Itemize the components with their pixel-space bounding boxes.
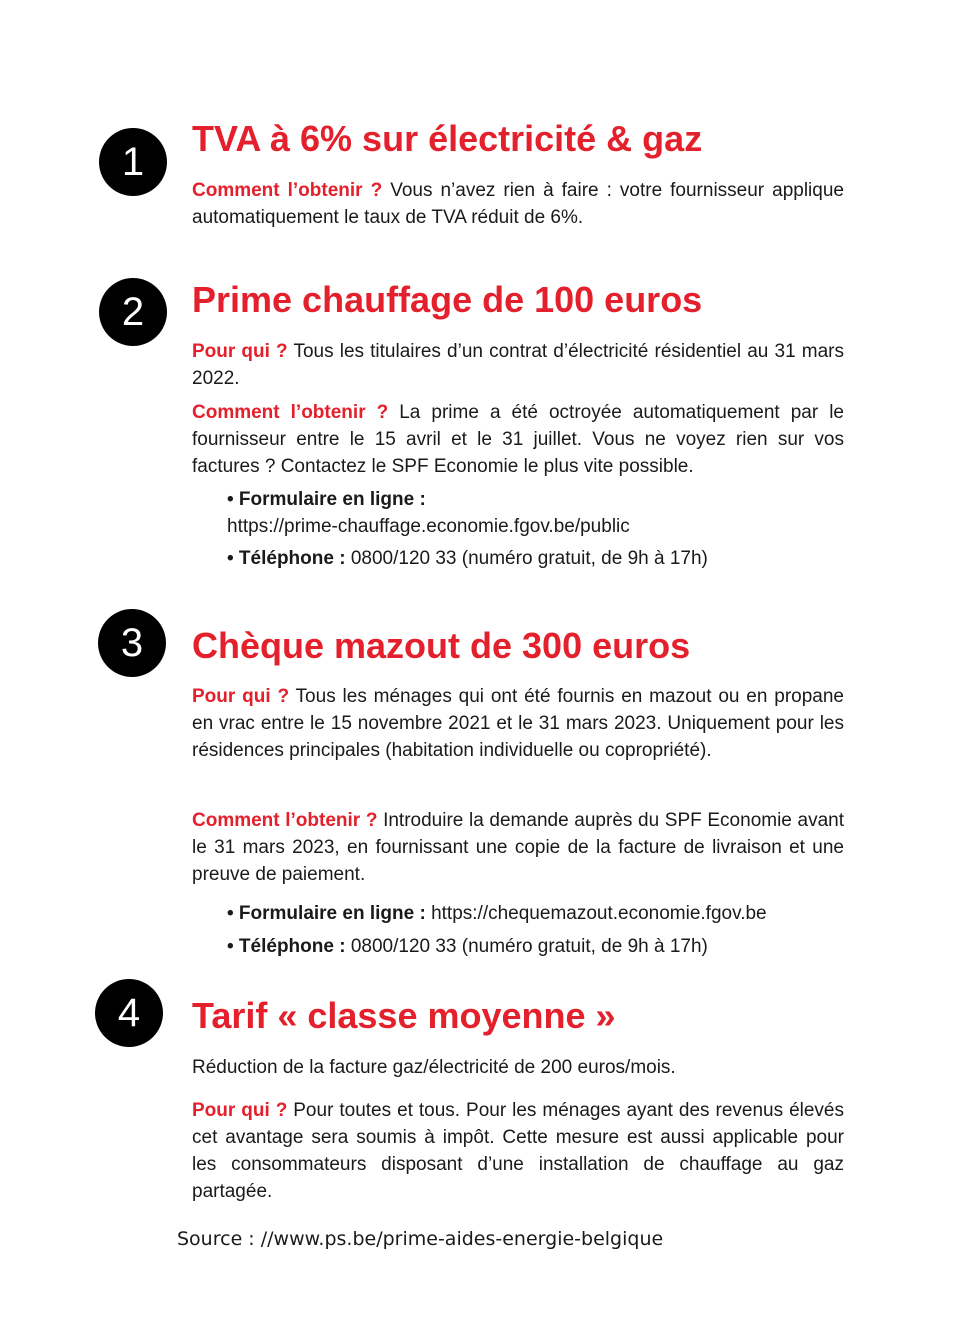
bullet-label: • Formulaire en ligne : xyxy=(227,489,426,510)
bullet-phone xyxy=(227,545,847,572)
intro-paragraph: Réduction de la facture gaz/électricité de 200 euros/mois. xyxy=(192,1057,676,1078)
section-title: Tarif « classe moyenne » xyxy=(192,995,616,1036)
online-form-link[interactable]: https://chequemazout.economie.fgov.be xyxy=(425,903,767,924)
phone-number: 0800/120 33 (numéro gratuit, de 9h à 17h) xyxy=(345,548,708,569)
bullet-phone xyxy=(227,933,847,960)
bullet-label: • Téléphone : xyxy=(227,548,346,569)
paragraph-text: Tous les ménages qui ont été fournis en mazout ou en propane en vrac entre le 15 novembre 2021 et le 31 mars 2023. Uniquement pour les résidences principales (habitation individuelle ou copropriété). xyxy=(192,686,845,761)
paragraph-text: La prime a été octroyée automatiquement par le fournisseur entre le 15 avril et le 31 juillet. Vous ne voyez rien sur vos factures ? Contactez le SPF Economie le plus vite possible. xyxy=(192,402,844,477)
how-to-obtain-paragraph xyxy=(192,399,844,480)
source-note: Source : //www.ps.be/prime-aides-energie-belgique xyxy=(177,1228,664,1250)
section-title: Prime chauffage de 100 euros xyxy=(192,279,703,320)
paragraph-label: Pour qui ? xyxy=(192,1100,288,1121)
number-badge: 3 xyxy=(98,609,166,677)
how-to-obtain-paragraph xyxy=(192,177,844,231)
paragraph-label: Pour qui ? xyxy=(192,341,288,362)
section-title: Chèque mazout de 300 euros xyxy=(192,625,691,666)
for-whom-paragraph xyxy=(192,683,844,764)
paragraph-label: Pour qui ? xyxy=(192,686,290,707)
bullet-online-form xyxy=(227,900,847,927)
paragraph-text: Introduire la demande auprès du SPF Economie avant le 31 mars 2023, en fournissant une copie de la facture de livraison et une preuve de paiement. xyxy=(192,810,844,885)
for-whom-paragraph xyxy=(192,1097,844,1205)
paragraph-text: Tous les titulaires d’un contrat d’électricité résidentiel au 31 mars 2022. xyxy=(192,341,844,389)
number-badge: 2 xyxy=(99,278,167,346)
how-to-obtain-paragraph xyxy=(192,807,844,888)
paragraph-text: Pour toutes et tous. Pour les ménages ayant des revenus élevés cet avantage sera soumis à impôt. Cette mesure est aussi applicable pour les consommateurs disposant d’une installation de chauffage au gaz partagée. xyxy=(192,1100,844,1202)
bullet-label: • Téléphone : xyxy=(227,936,346,957)
paragraph-label: Comment l’obtenir ? xyxy=(192,810,378,831)
for-whom-paragraph xyxy=(192,338,844,392)
online-form-link[interactable]: https://prime-chauffage.economie.fgov.be/public xyxy=(227,516,630,537)
number-badge: 4 xyxy=(95,979,163,1047)
paragraph-label: Comment l’obtenir ? xyxy=(192,402,389,423)
paragraph-label: Comment l’obtenir ? xyxy=(192,180,383,201)
bullet-label: • Formulaire en ligne : xyxy=(227,903,426,924)
bullet-online-form xyxy=(227,486,847,540)
number-badge: 1 xyxy=(99,128,167,196)
phone-number: 0800/120 33 (numéro gratuit, de 9h à 17h) xyxy=(345,936,708,957)
paragraph-text: Vous n’avez rien à faire : votre fournisseur applique automatiquement le taux de TVA réduit de 6%. xyxy=(192,180,844,228)
section-title: TVA à 6% sur électricité & gaz xyxy=(192,118,703,159)
